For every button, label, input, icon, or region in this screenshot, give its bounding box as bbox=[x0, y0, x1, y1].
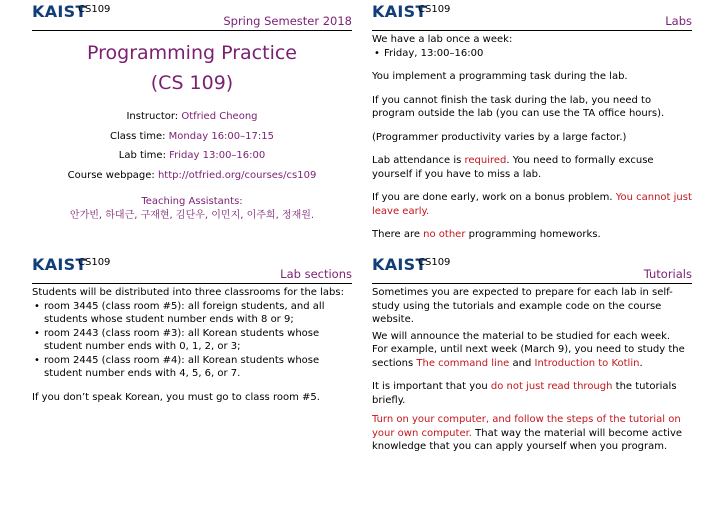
slide-labs bbox=[372, 3, 692, 242]
paragraph: We will announce the material to be studied for each week. bbox=[372, 330, 671, 342]
webpage-line: Course webpage: http://otfried.org/courses/cs109 bbox=[67, 169, 317, 181]
slide-title bbox=[32, 3, 352, 222]
slide-header bbox=[32, 3, 352, 31]
bullet-list bbox=[32, 300, 352, 381]
slide-header-title: Spring Semester 2018 bbox=[223, 14, 352, 28]
instructor-line: Instructor: Otfried Cheong bbox=[126, 111, 258, 122]
paragraph: There are no other programming homeworks. bbox=[372, 229, 601, 240]
kaist-logo: KAIST bbox=[372, 255, 427, 274]
slide-header-title: Tutorials bbox=[643, 267, 692, 281]
slide-header bbox=[32, 256, 352, 284]
paragraph: Students will be distributed into three classrooms for the labs: bbox=[32, 287, 344, 298]
course-code: CS109 bbox=[78, 4, 111, 15]
paragraph: For example, until next week (March 9), you need to study the sections The command line and Introduction to Kotlin. bbox=[372, 344, 685, 369]
paragraph: It is important that you do not just read through the tutorials briefly. bbox=[372, 381, 677, 406]
course-code: CS109 bbox=[78, 257, 111, 268]
ta-label: Teaching Assistants: bbox=[141, 196, 243, 207]
paragraph: If you don’t speak Korean, you must go to class room #5. bbox=[32, 391, 320, 403]
course-code: CS109 bbox=[418, 4, 451, 15]
slide-header bbox=[372, 3, 692, 31]
course-number: (CS 109) bbox=[150, 72, 234, 94]
paragraph: Lab attendance is required. You need to formally excuse yourself if you have to miss a lab. bbox=[372, 155, 654, 180]
slide-header-title: Lab sections bbox=[280, 267, 352, 281]
course-code: CS109 bbox=[418, 257, 451, 268]
paragraph: Sometimes you are expected to prepare for each lab in self-study using the tutorials and example code on the course website. bbox=[372, 287, 673, 325]
paragraph: Turn on your computer, and follow the steps of the tutorial on your own computer. That way the material will become active knowledge that you can apply yourself when you program. bbox=[372, 414, 683, 452]
kaist-logo: KAIST bbox=[32, 255, 87, 274]
course-title: Programming Practice bbox=[87, 42, 297, 64]
list-item: • room 2445 (class room #4): all Korean students whose student number ends with 4, 5, 6, or 7. bbox=[44, 354, 352, 381]
kaist-logo: KAIST bbox=[32, 2, 87, 21]
ta-names: 안가빈, 하대근, 구재현, 김단우, 이민지, 이주희, 정재원. bbox=[69, 209, 315, 221]
slide-lab-sections bbox=[32, 256, 352, 404]
paragraph: We have a lab once a week: bbox=[372, 34, 513, 45]
paragraph: (Programmer productivity varies by a large factor.) bbox=[372, 131, 627, 143]
lab-time-line: Lab time: Friday 13:00–16:00 bbox=[118, 150, 266, 161]
class-time-line: Class time: Monday 16:00–17:15 bbox=[110, 130, 274, 142]
paragraph: You implement a programming task during the lab. bbox=[372, 71, 628, 82]
slide-tutorials bbox=[372, 256, 692, 454]
slide-header-title: Labs bbox=[665, 14, 692, 28]
slide-header bbox=[372, 256, 692, 284]
course-webpage-link[interactable]: http://otfried.org/courses/cs109 bbox=[157, 169, 317, 181]
paragraph: If you are done early, work on a bonus problem. You cannot just leave early. bbox=[372, 192, 692, 217]
list-item: • room 2443 (class room #3): all Korean students whose student number ends with 0, 1, 2, or 3; bbox=[44, 327, 352, 354]
list-item: • Friday, 13:00–16:00 bbox=[384, 47, 692, 61]
bullet-list bbox=[372, 47, 692, 61]
kaist-logo: KAIST bbox=[372, 2, 427, 21]
paragraph: If you cannot finish the task during the lab, you need to program outside the lab (you can use the TA office hours). bbox=[372, 94, 665, 119]
list-item: • room 3445 (class room #5): all foreign students, and all students whose student number ends with 8 or 9; bbox=[44, 300, 352, 327]
